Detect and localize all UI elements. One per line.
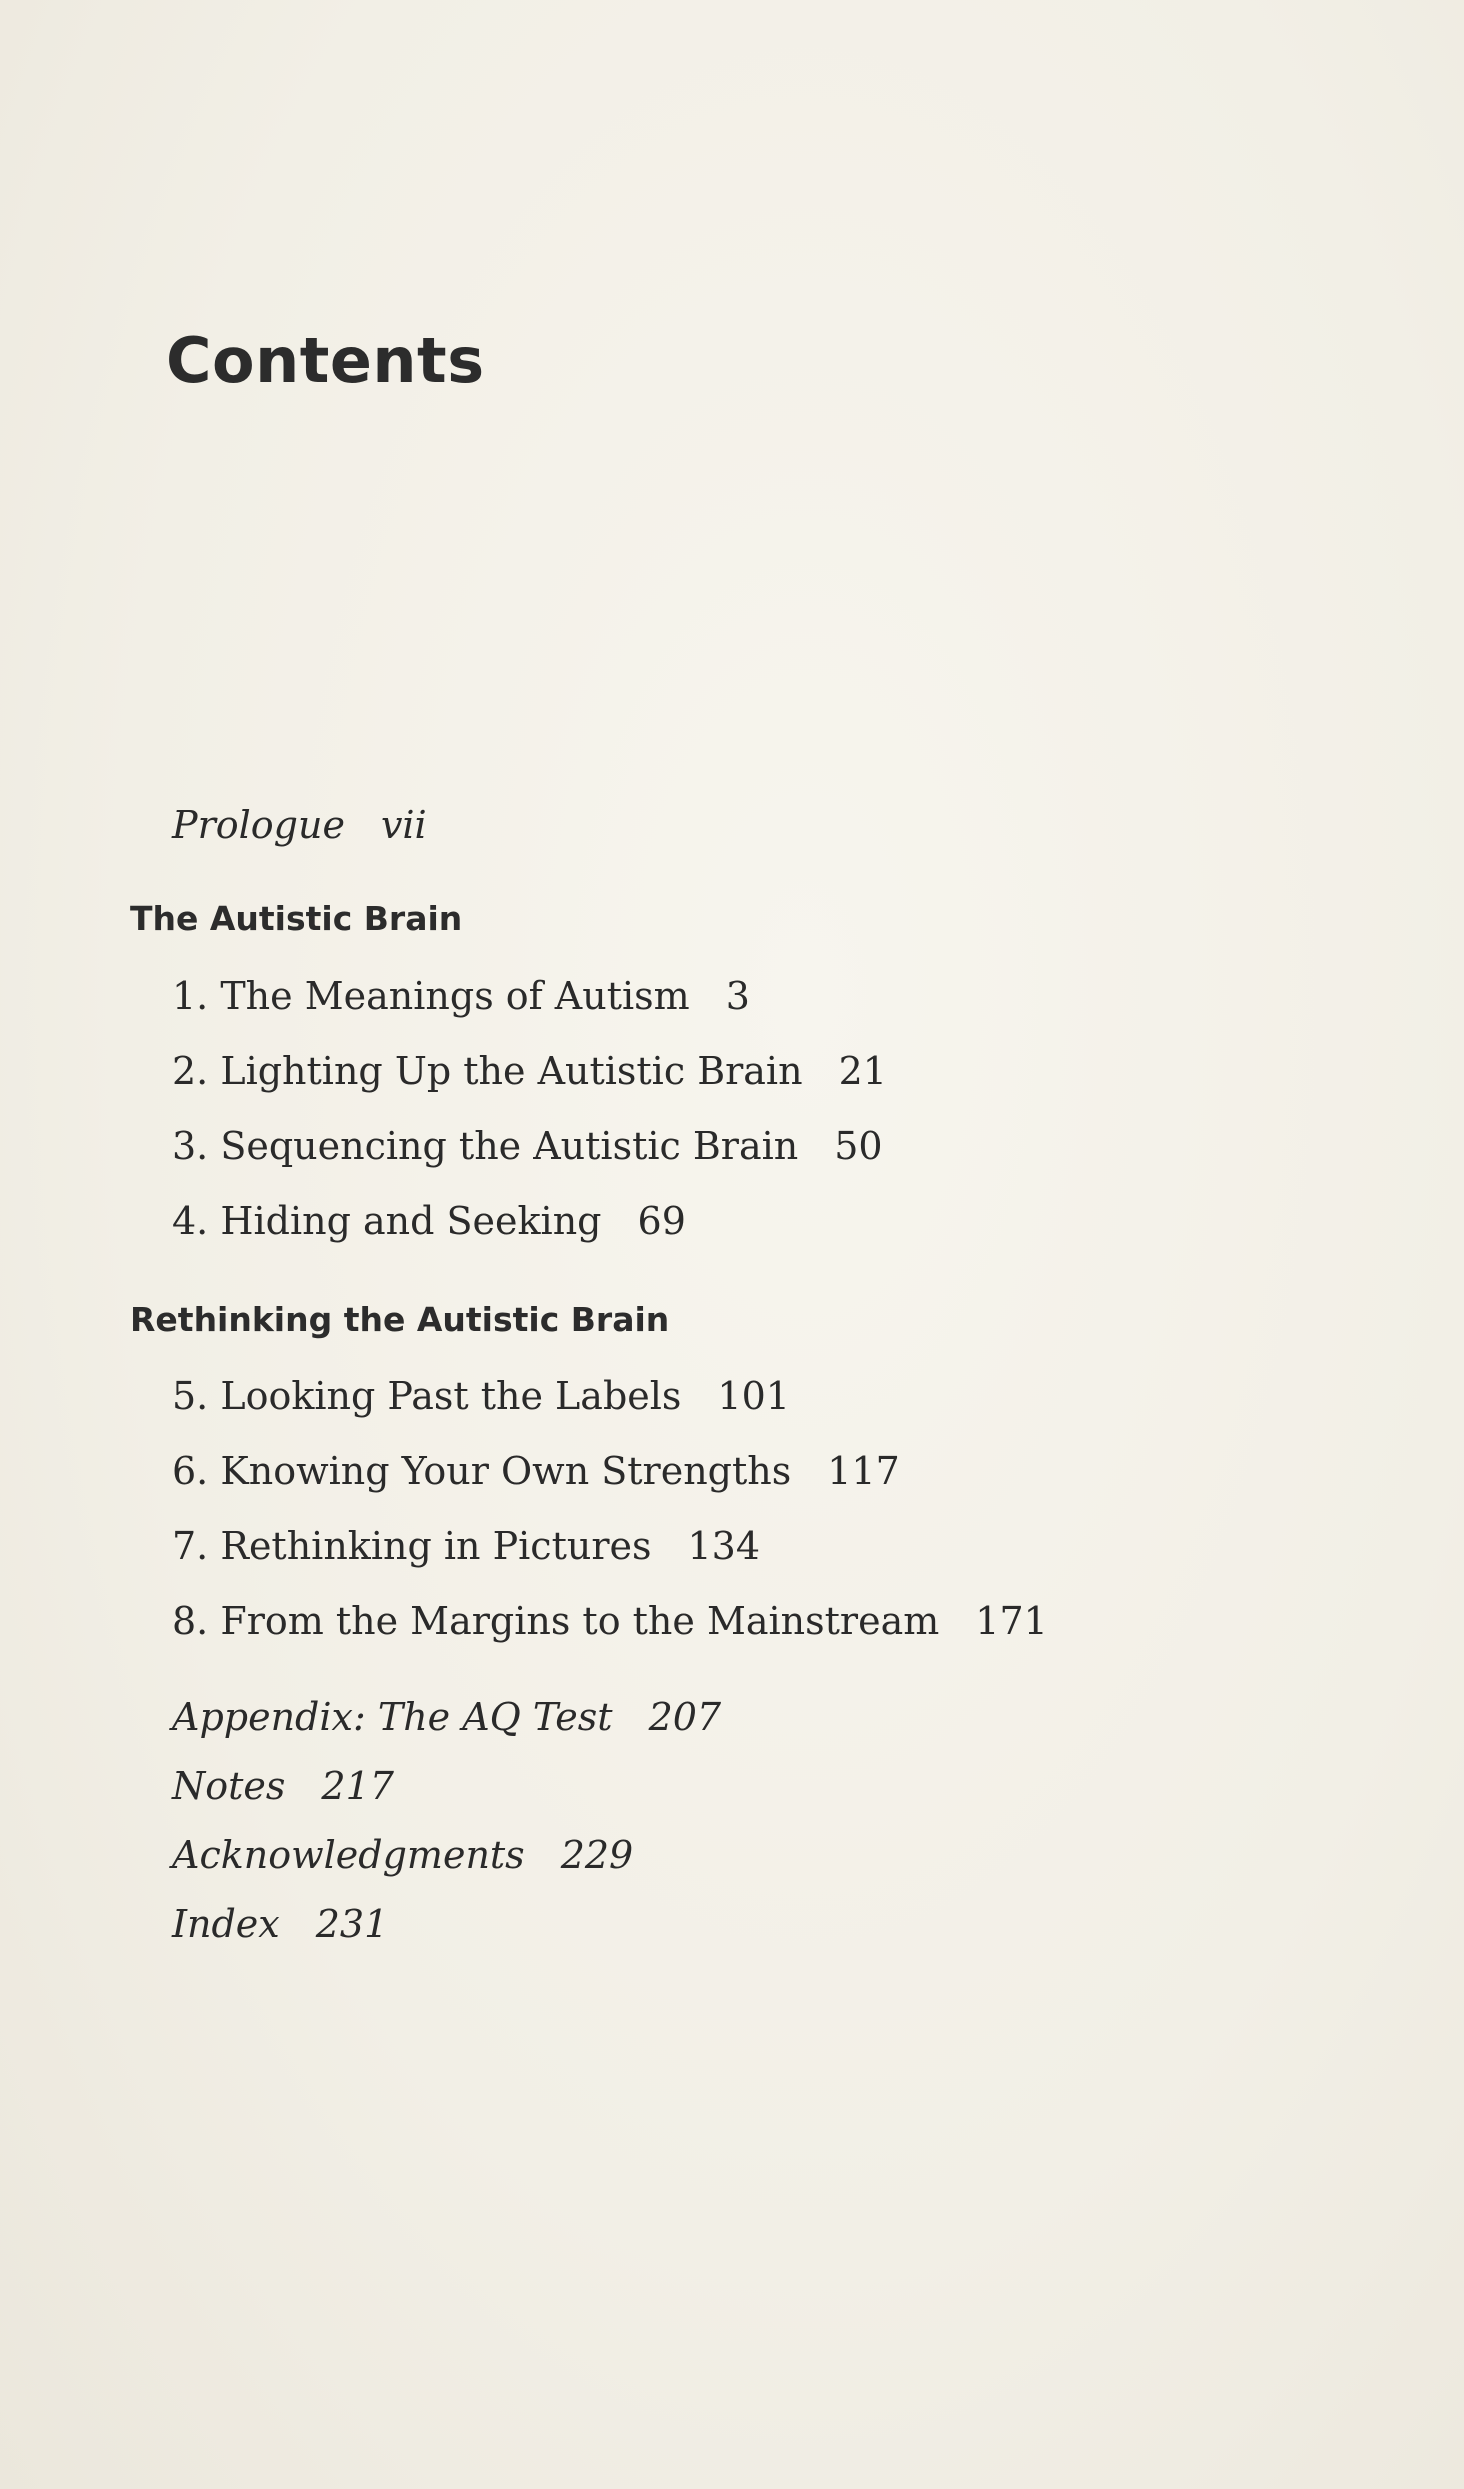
toc-entry-chapter xyxy=(172,1599,1048,1643)
toc-entry-title: 4. Hiding and Seeking xyxy=(172,1199,602,1243)
toc-entry-prologue xyxy=(172,803,427,847)
toc-entry-chapter xyxy=(172,974,750,1018)
toc-entry-title: 5. Looking Past the Labels xyxy=(172,1374,682,1418)
toc-entry-index xyxy=(172,1902,389,1946)
part-heading: Rethinking the Autistic Brain xyxy=(130,1300,670,1339)
toc-entry-page: 171 xyxy=(975,1599,1048,1643)
toc-entry-title: Appendix: The AQ Test xyxy=(172,1695,613,1739)
toc-entry-page: 231 xyxy=(315,1902,389,1946)
toc-entry-page: 50 xyxy=(834,1124,883,1168)
toc-entry-title: 3. Sequencing the Autistic Brain xyxy=(172,1124,799,1168)
toc-entry-notes xyxy=(172,1764,394,1808)
toc-entry-title: 1. The Meanings of Autism xyxy=(172,974,690,1018)
toc-entry-title: 7. Rethinking in Pictures xyxy=(172,1524,652,1568)
toc-entry-title: 2. Lighting Up the Autistic Brain xyxy=(172,1049,803,1093)
toc-entry-page: 101 xyxy=(717,1374,790,1418)
toc-entry-page: 207 xyxy=(648,1695,722,1739)
page-title: Contents xyxy=(166,324,485,397)
toc-entry-chapter xyxy=(172,1199,686,1243)
toc-entry-chapter xyxy=(172,1374,790,1418)
part-heading: The Autistic Brain xyxy=(130,899,463,938)
toc-entry-page: 117 xyxy=(827,1449,900,1493)
toc-entry-chapter xyxy=(172,1524,761,1568)
toc-entry-title: Index xyxy=(172,1902,280,1946)
toc-entry-title: Notes xyxy=(172,1764,286,1808)
toc-entry-title: Prologue xyxy=(172,803,345,847)
toc-entry-chapter xyxy=(172,1124,883,1168)
toc-entry-acknowledgments xyxy=(172,1833,634,1877)
toc-entry-title: 8. From the Margins to the Mainstream xyxy=(172,1599,940,1643)
toc-entry-chapter xyxy=(172,1449,900,1493)
toc-entry-title: Acknowledgments xyxy=(172,1833,525,1877)
toc-entry-page: 3 xyxy=(725,974,750,1018)
toc-entry-page: vii xyxy=(380,803,427,847)
toc-entry-title: 6. Knowing Your Own Strengths xyxy=(172,1449,792,1493)
toc-entry-page: 69 xyxy=(637,1199,686,1243)
toc-entry-page: 229 xyxy=(560,1833,634,1877)
toc-entry-chapter xyxy=(172,1049,887,1093)
toc-entry-page: 217 xyxy=(321,1764,394,1808)
toc-entry-appendix xyxy=(172,1695,722,1739)
toc-entry-page: 134 xyxy=(687,1524,761,1568)
toc-entry-page: 21 xyxy=(838,1049,887,1093)
